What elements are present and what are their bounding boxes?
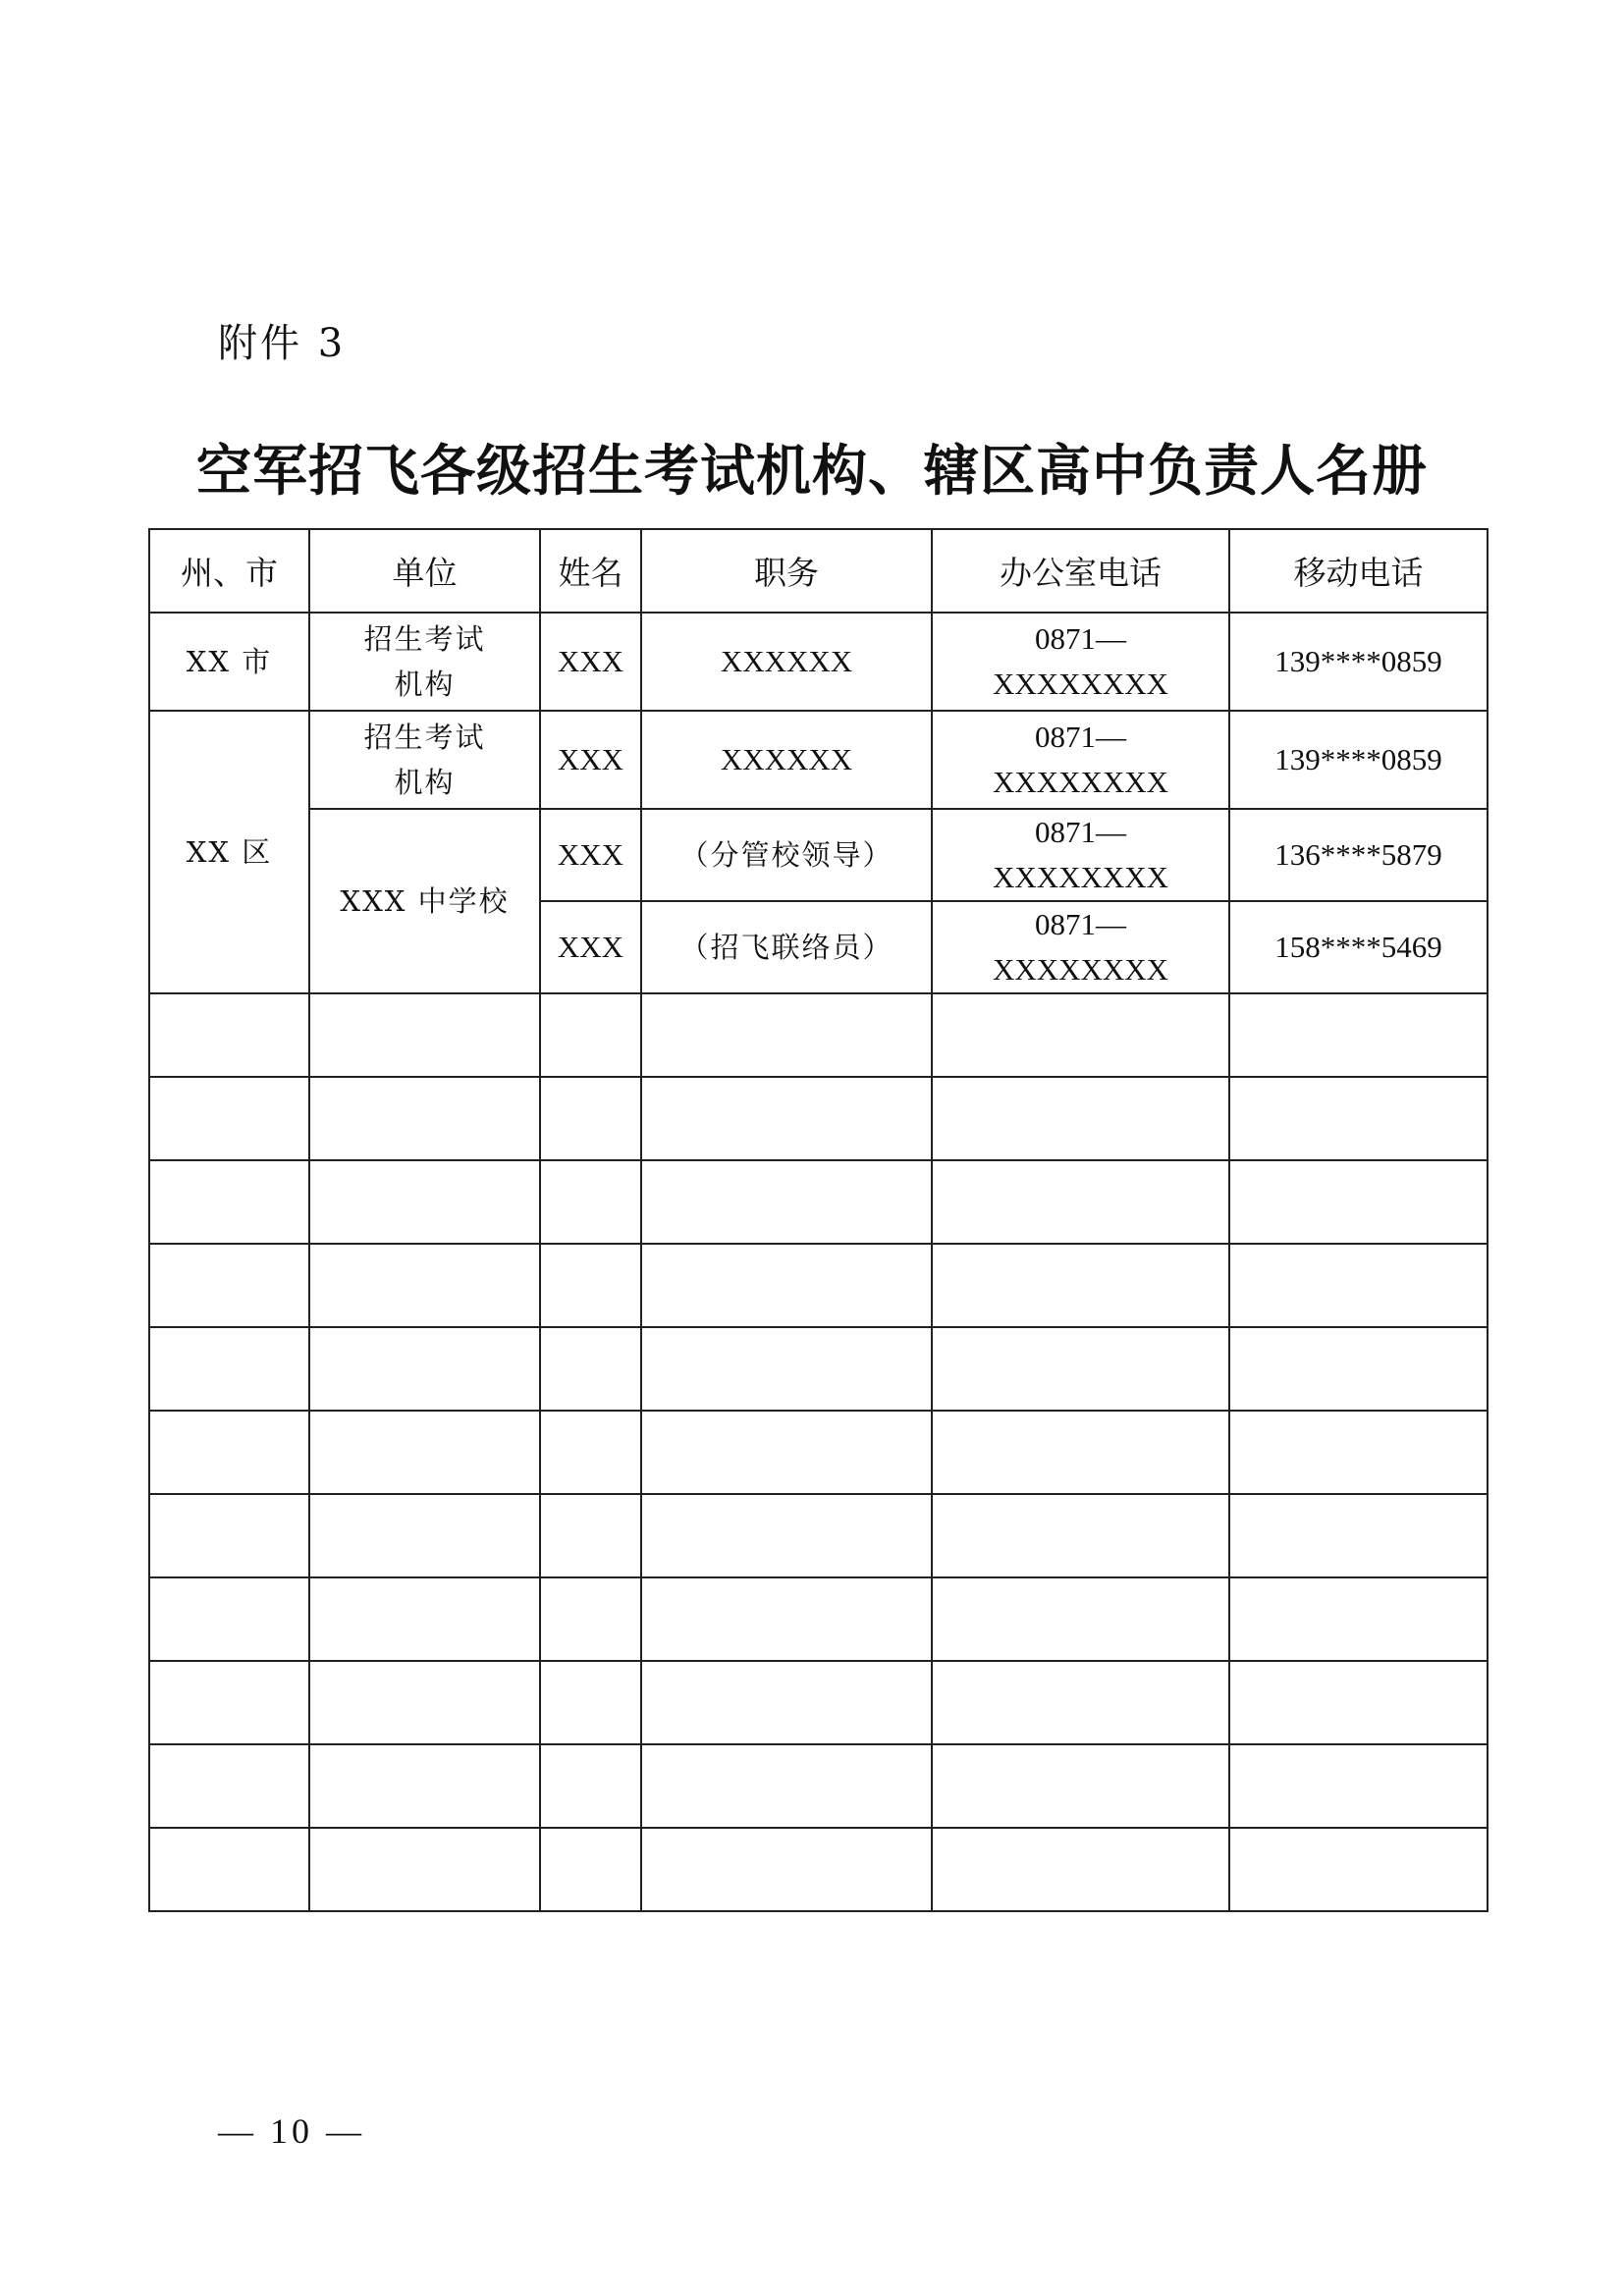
empty-cell: [932, 1327, 1229, 1411]
empty-cell: [1229, 1411, 1488, 1494]
empty-cell: [1229, 1744, 1488, 1828]
empty-cell: [149, 1077, 309, 1160]
document-title: 空军招飞各级招生考试机构、辖区高中负责人名册: [196, 439, 1428, 504]
empty-table-row: [149, 1577, 1488, 1661]
empty-table-row: [149, 1411, 1488, 1494]
position-cell: XXXXXX: [641, 613, 932, 711]
empty-cell: [932, 1577, 1229, 1661]
empty-cell: [1229, 1494, 1488, 1577]
empty-table-row: [149, 1661, 1488, 1744]
table-header-row: [149, 529, 1488, 613]
empty-cell: [309, 1244, 540, 1327]
empty-cell: [540, 1077, 641, 1160]
office-phone-line: 0871—: [1035, 815, 1126, 849]
empty-cell: [932, 1494, 1229, 1577]
empty-cell: [540, 1160, 641, 1244]
empty-cell: [309, 1494, 540, 1577]
empty-cell: [540, 1661, 641, 1744]
name-cell: XXX: [540, 613, 641, 711]
empty-cell: [1229, 1327, 1488, 1411]
office-phone-line: XXXXXXXX: [992, 765, 1169, 799]
empty-cell: [149, 1661, 309, 1744]
empty-cell: [149, 1494, 309, 1577]
empty-cell: [540, 1494, 641, 1577]
empty-cell: [149, 1244, 309, 1327]
empty-cell: [540, 1744, 641, 1828]
empty-cell: [641, 993, 932, 1077]
empty-cell: [1229, 1077, 1488, 1160]
empty-cell: [932, 1661, 1229, 1744]
mobile-cell: 136****5879: [1229, 809, 1488, 901]
office-phone-cell: [932, 613, 1229, 711]
empty-cell: [540, 993, 641, 1077]
empty-cell: [149, 1411, 309, 1494]
empty-cell: [309, 1160, 540, 1244]
empty-cell: [540, 1244, 641, 1327]
empty-cell: [641, 1244, 932, 1327]
roster-table: [148, 528, 1489, 1912]
office-phone-line: 0871—: [1035, 621, 1126, 656]
empty-cell: [641, 1077, 932, 1160]
unit-cell: [309, 711, 540, 809]
empty-cell: [309, 1661, 540, 1744]
name-cell: XXX: [540, 809, 641, 901]
header-region: 州、市: [149, 529, 309, 613]
empty-cell: [932, 1077, 1229, 1160]
mobile-cell: 139****0859: [1229, 613, 1488, 711]
empty-cell: [149, 1744, 309, 1828]
empty-cell: [149, 993, 309, 1077]
empty-cell: [641, 1661, 932, 1744]
empty-cell: [309, 1577, 540, 1661]
empty-cell: [309, 1744, 540, 1828]
region-cell: XX 区: [149, 711, 309, 993]
empty-table-row: [149, 1494, 1488, 1577]
empty-cell: [540, 1577, 641, 1661]
header-office-phone: 办公室电话: [932, 529, 1229, 613]
empty-table-row: [149, 1244, 1488, 1327]
empty-table-row: [149, 1828, 1488, 1911]
region-cell: XX 市: [149, 613, 309, 711]
unit-line: 招生考试: [363, 622, 486, 656]
unit-cell: [309, 613, 540, 711]
empty-cell: [932, 1160, 1229, 1244]
empty-cell: [1229, 1828, 1488, 1911]
empty-cell: [309, 1411, 540, 1494]
empty-cell: [641, 1494, 932, 1577]
office-phone-line: 0871—: [1035, 907, 1126, 941]
header-mobile: 移动电话: [1229, 529, 1488, 613]
unit-line: 招生考试: [363, 721, 486, 754]
name-cell: XXX: [540, 711, 641, 809]
office-phone-line: XXXXXXXX: [992, 952, 1169, 987]
empty-cell: [149, 1327, 309, 1411]
empty-table-row: [149, 1160, 1488, 1244]
empty-cell: [932, 1828, 1229, 1911]
empty-cell: [149, 1828, 309, 1911]
empty-cell: [932, 1744, 1229, 1828]
empty-cell: [641, 1828, 932, 1911]
header-unit: 单位: [309, 529, 540, 613]
empty-cell: [149, 1577, 309, 1661]
office-phone-cell: [932, 809, 1229, 901]
empty-cell: [540, 1327, 641, 1411]
attachment-label: 附件 3: [218, 321, 347, 366]
empty-table-row: [149, 1327, 1488, 1411]
empty-cell: [641, 1411, 932, 1494]
office-phone-cell: [932, 711, 1229, 809]
unit-line: 机构: [394, 766, 456, 799]
empty-cell: [309, 1077, 540, 1160]
empty-cell: [641, 1160, 932, 1244]
empty-cell: [540, 1411, 641, 1494]
empty-cell: [1229, 1577, 1488, 1661]
office-phone-line: XXXXXXXX: [992, 667, 1169, 701]
empty-cell: [1229, 993, 1488, 1077]
unit-cell: XXX 中学校: [309, 809, 540, 993]
position-cell: （招飞联络员）: [641, 901, 932, 993]
table-row: [149, 613, 1488, 711]
office-phone-line: XXXXXXXX: [992, 860, 1169, 894]
mobile-cell: 158****5469: [1229, 901, 1488, 993]
empty-cell: [641, 1577, 932, 1661]
empty-cell: [932, 993, 1229, 1077]
position-cell: （分管校领导）: [641, 809, 932, 901]
empty-table-row: [149, 993, 1488, 1077]
empty-cell: [641, 1327, 932, 1411]
office-phone-cell: [932, 901, 1229, 993]
header-name: 姓名: [540, 529, 641, 613]
empty-cell: [309, 993, 540, 1077]
page-number: — 10 —: [218, 2111, 365, 2151]
empty-cell: [641, 1744, 932, 1828]
name-cell: XXX: [540, 901, 641, 993]
empty-cell: [1229, 1244, 1488, 1327]
unit-line: 机构: [394, 667, 456, 701]
empty-cell: [932, 1411, 1229, 1494]
empty-cell: [309, 1327, 540, 1411]
table-row: [149, 809, 1488, 901]
empty-cell: [1229, 1661, 1488, 1744]
empty-cell: [1229, 1160, 1488, 1244]
mobile-cell: 139****0859: [1229, 711, 1488, 809]
empty-rows: [149, 993, 1488, 1911]
empty-cell: [309, 1828, 540, 1911]
table-row: [149, 711, 1488, 809]
header-position: 职务: [641, 529, 932, 613]
empty-cell: [540, 1828, 641, 1911]
empty-table-row: [149, 1744, 1488, 1828]
empty-cell: [932, 1244, 1229, 1327]
empty-table-row: [149, 1077, 1488, 1160]
empty-cell: [149, 1160, 309, 1244]
position-cell: XXXXXX: [641, 711, 932, 809]
office-phone-line: 0871—: [1035, 720, 1126, 754]
